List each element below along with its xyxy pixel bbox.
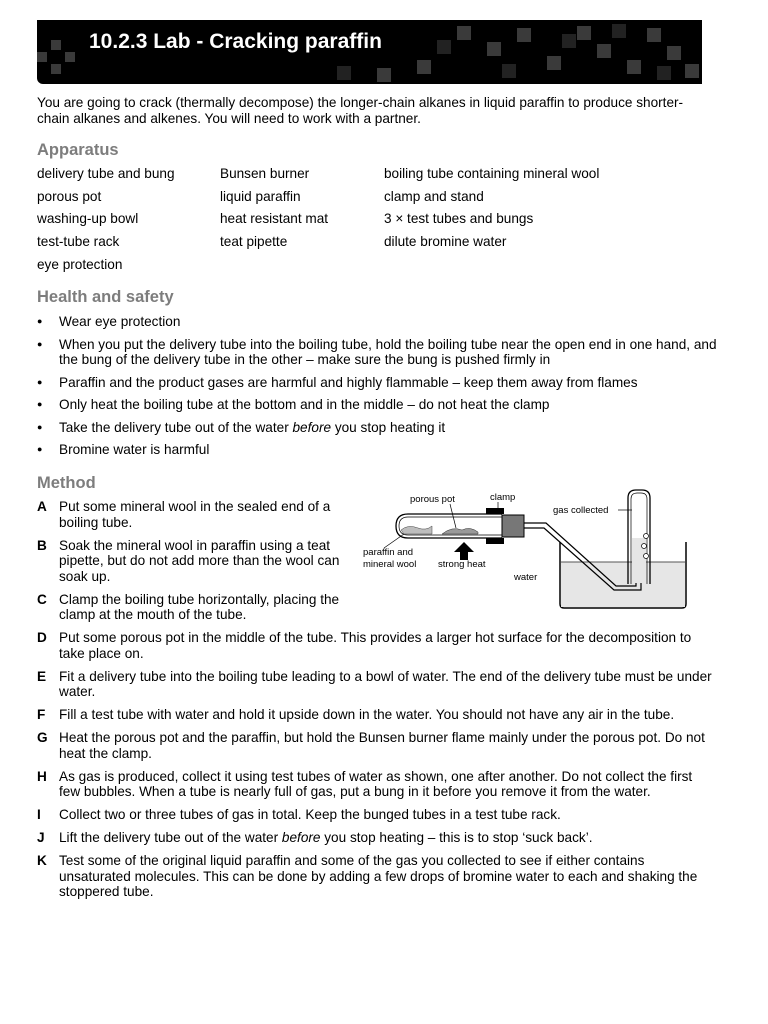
step-letter: E	[37, 668, 47, 684]
step-letter: D	[37, 630, 47, 645]
label-paraffin-line-1: paraffin and	[363, 547, 414, 558]
bung	[502, 515, 524, 537]
item-text: you stop heating it	[331, 419, 446, 435]
boiling-tube	[396, 514, 502, 538]
apparatus-item: washing-up bowl	[37, 211, 139, 227]
method-step	[37, 769, 717, 800]
apparatus-item: delivery tube and bung	[37, 166, 175, 181]
step-text: Soak the mineral wool in paraffin using a teat pipette, but do not add more than the wool can soak up.	[59, 537, 340, 584]
method-step	[37, 592, 359, 623]
label-gas-collected: gas collected	[553, 505, 609, 516]
label-paraffin-line-2: mineral wool	[363, 559, 417, 570]
title-banner	[37, 20, 702, 84]
health-safety-heading: Health and safety	[37, 288, 174, 306]
step-letter: J	[37, 830, 45, 845]
apparatus-item: 3 × test tubes and bungs	[384, 211, 534, 227]
step-text: Fill a test tube with water and hold it upside down in the water. You should not have any air in the tube.	[59, 707, 675, 722]
porous-pot	[442, 528, 478, 534]
apparatus-column-3	[384, 166, 599, 257]
method-step	[37, 630, 717, 661]
apparatus-item: test-tube rack	[37, 234, 120, 250]
step-letter: H	[37, 768, 47, 784]
heat-arrow	[454, 542, 474, 560]
list-item	[37, 420, 717, 436]
step-text: As gas is produced, collect it using test tubes of water as shown, one after another. Do not collect the first few bubbles. When a tube is nearly full of gas, put a bung in it before you remove it from the water.	[59, 768, 693, 799]
list-item: ● Paraffin and the product gases are harmful and highly flammable – keep them away from flames	[37, 375, 717, 391]
leader-line	[384, 534, 404, 548]
apparatus-item: dilute bromine water	[384, 234, 507, 250]
page-title: 10.2.3 Lab - Cracking paraffin	[89, 30, 382, 53]
mineral-wool	[401, 526, 432, 534]
clamp-top	[486, 508, 504, 514]
list-item: ● When you put the delivery tube into the boiling tube, hold the boiling tube near the open end in one hand, and the bung of the delivery tube in the other – make sure the bung is pushed firmly in	[37, 337, 717, 368]
step-letter: C	[37, 591, 47, 607]
step-letter: K	[37, 853, 47, 868]
method-step	[37, 499, 359, 530]
step-letter: B	[37, 537, 47, 553]
method-step	[37, 853, 717, 900]
step-text: Heat the porous pot and the paraffin, but hold the Bunsen burner flame mainly under the porous pot. Do not heat the clamp.	[59, 730, 705, 761]
step-letter: I	[37, 807, 41, 822]
emphasis-text: before	[281, 830, 321, 845]
apparatus-column-1	[37, 166, 175, 279]
apparatus-item: Bunsen burner	[220, 166, 310, 181]
method-step	[37, 830, 717, 846]
apparatus-item: boiling tube containing mineral wool	[384, 166, 600, 181]
list-item: ● Bromine water is harmful	[37, 442, 717, 458]
list-item: ● Wear eye protection	[37, 314, 717, 330]
apparatus-item: porous pot	[37, 188, 102, 204]
label-water: water	[514, 572, 538, 583]
method-heading: Method	[37, 474, 96, 492]
method-step	[37, 807, 717, 823]
label-clamp: clamp	[490, 492, 516, 503]
bubble	[644, 554, 649, 559]
step-letter: F	[37, 707, 46, 722]
apparatus-diagram	[360, 486, 700, 612]
apparatus-heading: Apparatus	[37, 141, 119, 159]
step-text: you stop heating – this is to stop ‘suck back’.	[320, 830, 593, 845]
step-letter: G	[37, 730, 48, 745]
method-step	[37, 669, 717, 700]
step-text: Collect two or three tubes of gas in total. Keep the bunged tubes in a test tube rack.	[59, 807, 561, 822]
apparatus-item: teat pipette	[220, 234, 288, 250]
step-text: Lift the delivery tube out of the water	[59, 830, 282, 845]
bubble	[642, 544, 647, 549]
list-item: ● Only heat the boiling tube at the bottom and in the middle – do not heat the clamp	[37, 397, 717, 413]
apparatus-column-2	[220, 166, 328, 257]
bubble	[644, 534, 649, 539]
step-text: Put some porous pot in the middle of the tube. This provides a larger hot surface for the decomposition to take place on.	[59, 630, 692, 661]
method-step	[37, 707, 717, 723]
apparatus-item: liquid paraffin	[220, 188, 301, 204]
intro-paragraph: You are going to crack (thermally decompose) the longer-chain alkanes in liquid paraffin to produce shorter-chain alkanes and alkenes. You will need to work with a partner.	[37, 95, 684, 126]
step-text: Fit a delivery tube into the boiling tube leading to a bowl of water. The end of the delivery tube must be under water.	[59, 668, 712, 699]
step-text: Put some mineral wool in the sealed end of a boiling tube.	[59, 499, 331, 530]
step-text: Clamp the boiling tube horizontally, placing the clamp at the mouth of the tube.	[59, 591, 340, 622]
label-strong-heat: strong heat	[438, 559, 486, 570]
apparatus-item: clamp and stand	[384, 188, 484, 204]
step-letter: A	[37, 499, 47, 514]
leader-line	[450, 504, 456, 528]
water	[561, 562, 685, 607]
method-step	[37, 730, 717, 761]
label-porous-pot: porous pot	[410, 494, 455, 505]
apparatus-item: heat resistant mat	[220, 211, 329, 227]
apparatus-item: eye protection	[37, 256, 123, 272]
step-text: Test some of the original liquid paraffin and some of the gas you collected to see if either contains unsaturated molecules. This can be done by adding a few drops of bromine water to each and shaking the stoppered tube.	[59, 853, 698, 899]
item-text: Take the delivery tube out of the water	[59, 419, 293, 435]
method-step	[37, 538, 359, 585]
clamp-bottom	[486, 538, 504, 544]
health-safety-list	[37, 314, 717, 465]
emphasis-text: before	[292, 419, 332, 435]
